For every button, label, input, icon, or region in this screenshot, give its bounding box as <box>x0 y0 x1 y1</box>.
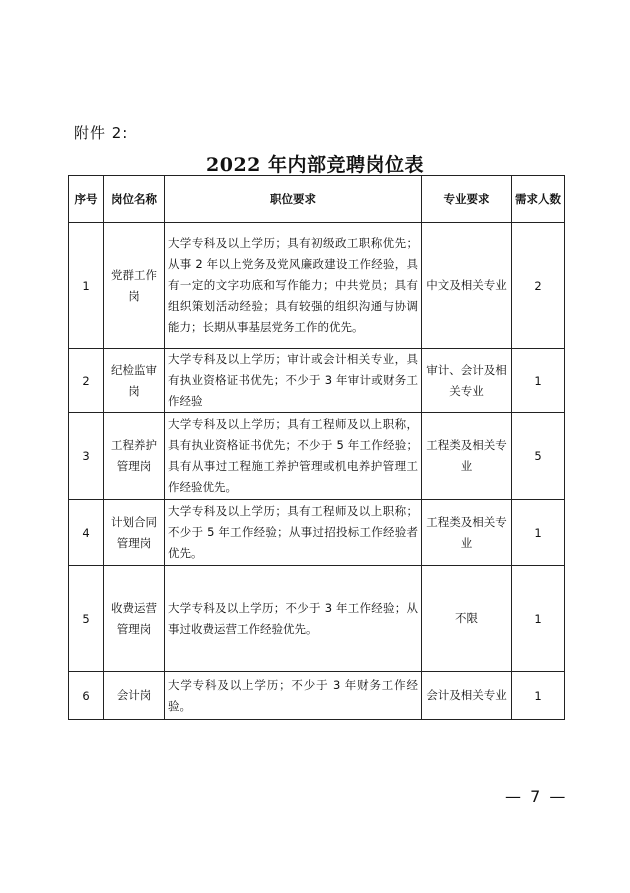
header-major: 专业要求 <box>422 176 512 223</box>
row-count: 1 <box>512 349 565 413</box>
table-row <box>69 566 565 672</box>
row-requirements: 大学专科及以上学历；具有工程师及以上职称，具有执业资格证书优先；不少于 5 年工作经验；具有从事过工程施工养护管理或机电养护管理工作经验优先。 <box>165 413 422 500</box>
row-requirements: 大学专科及以上学历；具有初级政工职称优先；从事 2 年以上党务及党风廉政建设工作经验，具有一定的文字功底和写作能力；中共党员；具有组织策划活动经验；具有较强的组织沟通与协调能力；长期从事基层党务工作的优先。 <box>165 223 422 349</box>
row-no: 2 <box>69 349 104 413</box>
table-row <box>69 500 565 566</box>
row-no: 1 <box>69 223 104 349</box>
row-major: 中文及相关专业 <box>422 223 512 349</box>
row-count: 2 <box>512 223 565 349</box>
document-title: 2022 年内部竞聘岗位表 <box>206 154 424 176</box>
row-position-name: 纪检监审岗 <box>104 349 165 413</box>
page-number: — 7 — <box>505 787 568 806</box>
row-no: 6 <box>69 672 104 720</box>
row-major: 工程类及相关专业 <box>422 500 512 566</box>
row-major: 工程类及相关专业 <box>422 413 512 500</box>
row-position-name: 党群工作岗 <box>104 223 165 349</box>
row-count: 5 <box>512 413 565 500</box>
row-requirements: 大学专科及以上学历；审计或会计相关专业，具有执业资格证书优先；不少于 3 年审计或财务工作经验 <box>165 349 422 413</box>
row-no: 4 <box>69 500 104 566</box>
positions-table <box>68 175 565 720</box>
header-count: 需求人数 <box>512 176 565 223</box>
table-row <box>69 413 565 500</box>
row-position-name: 会计岗 <box>104 672 165 720</box>
row-count: 1 <box>512 500 565 566</box>
table-row <box>69 349 565 413</box>
attachment-label: 附件 2: <box>74 124 129 142</box>
row-count: 1 <box>512 672 565 720</box>
table-row <box>69 223 565 349</box>
row-no: 3 <box>69 413 104 500</box>
row-count: 1 <box>512 566 565 672</box>
header-no: 序号 <box>69 176 104 223</box>
row-major: 不限 <box>422 566 512 672</box>
row-major: 会计及相关专业 <box>422 672 512 720</box>
header-position-name: 岗位名称 <box>104 176 165 223</box>
header-requirements: 职位要求 <box>165 176 422 223</box>
row-position-name: 工程养护管理岗 <box>104 413 165 500</box>
row-no: 5 <box>69 566 104 672</box>
row-position-name: 计划合同管理岗 <box>104 500 165 566</box>
row-requirements: 大学专科及以上学历；不少于 3 年工作经验；从事过收费运营工作经验优先。 <box>165 566 422 672</box>
table-header-row <box>69 176 565 223</box>
row-requirements: 大学专科及以上学历；具有工程师及以上职称；不少于 5 年工作经验；从事过招投标工作经验者优先。 <box>165 500 422 566</box>
table-row <box>69 672 565 720</box>
row-position-name: 收费运营管理岗 <box>104 566 165 672</box>
row-requirements: 大学专科及以上学历；不少于 3 年财务工作经验。 <box>165 672 422 720</box>
row-major: 审计、会计及相关专业 <box>422 349 512 413</box>
